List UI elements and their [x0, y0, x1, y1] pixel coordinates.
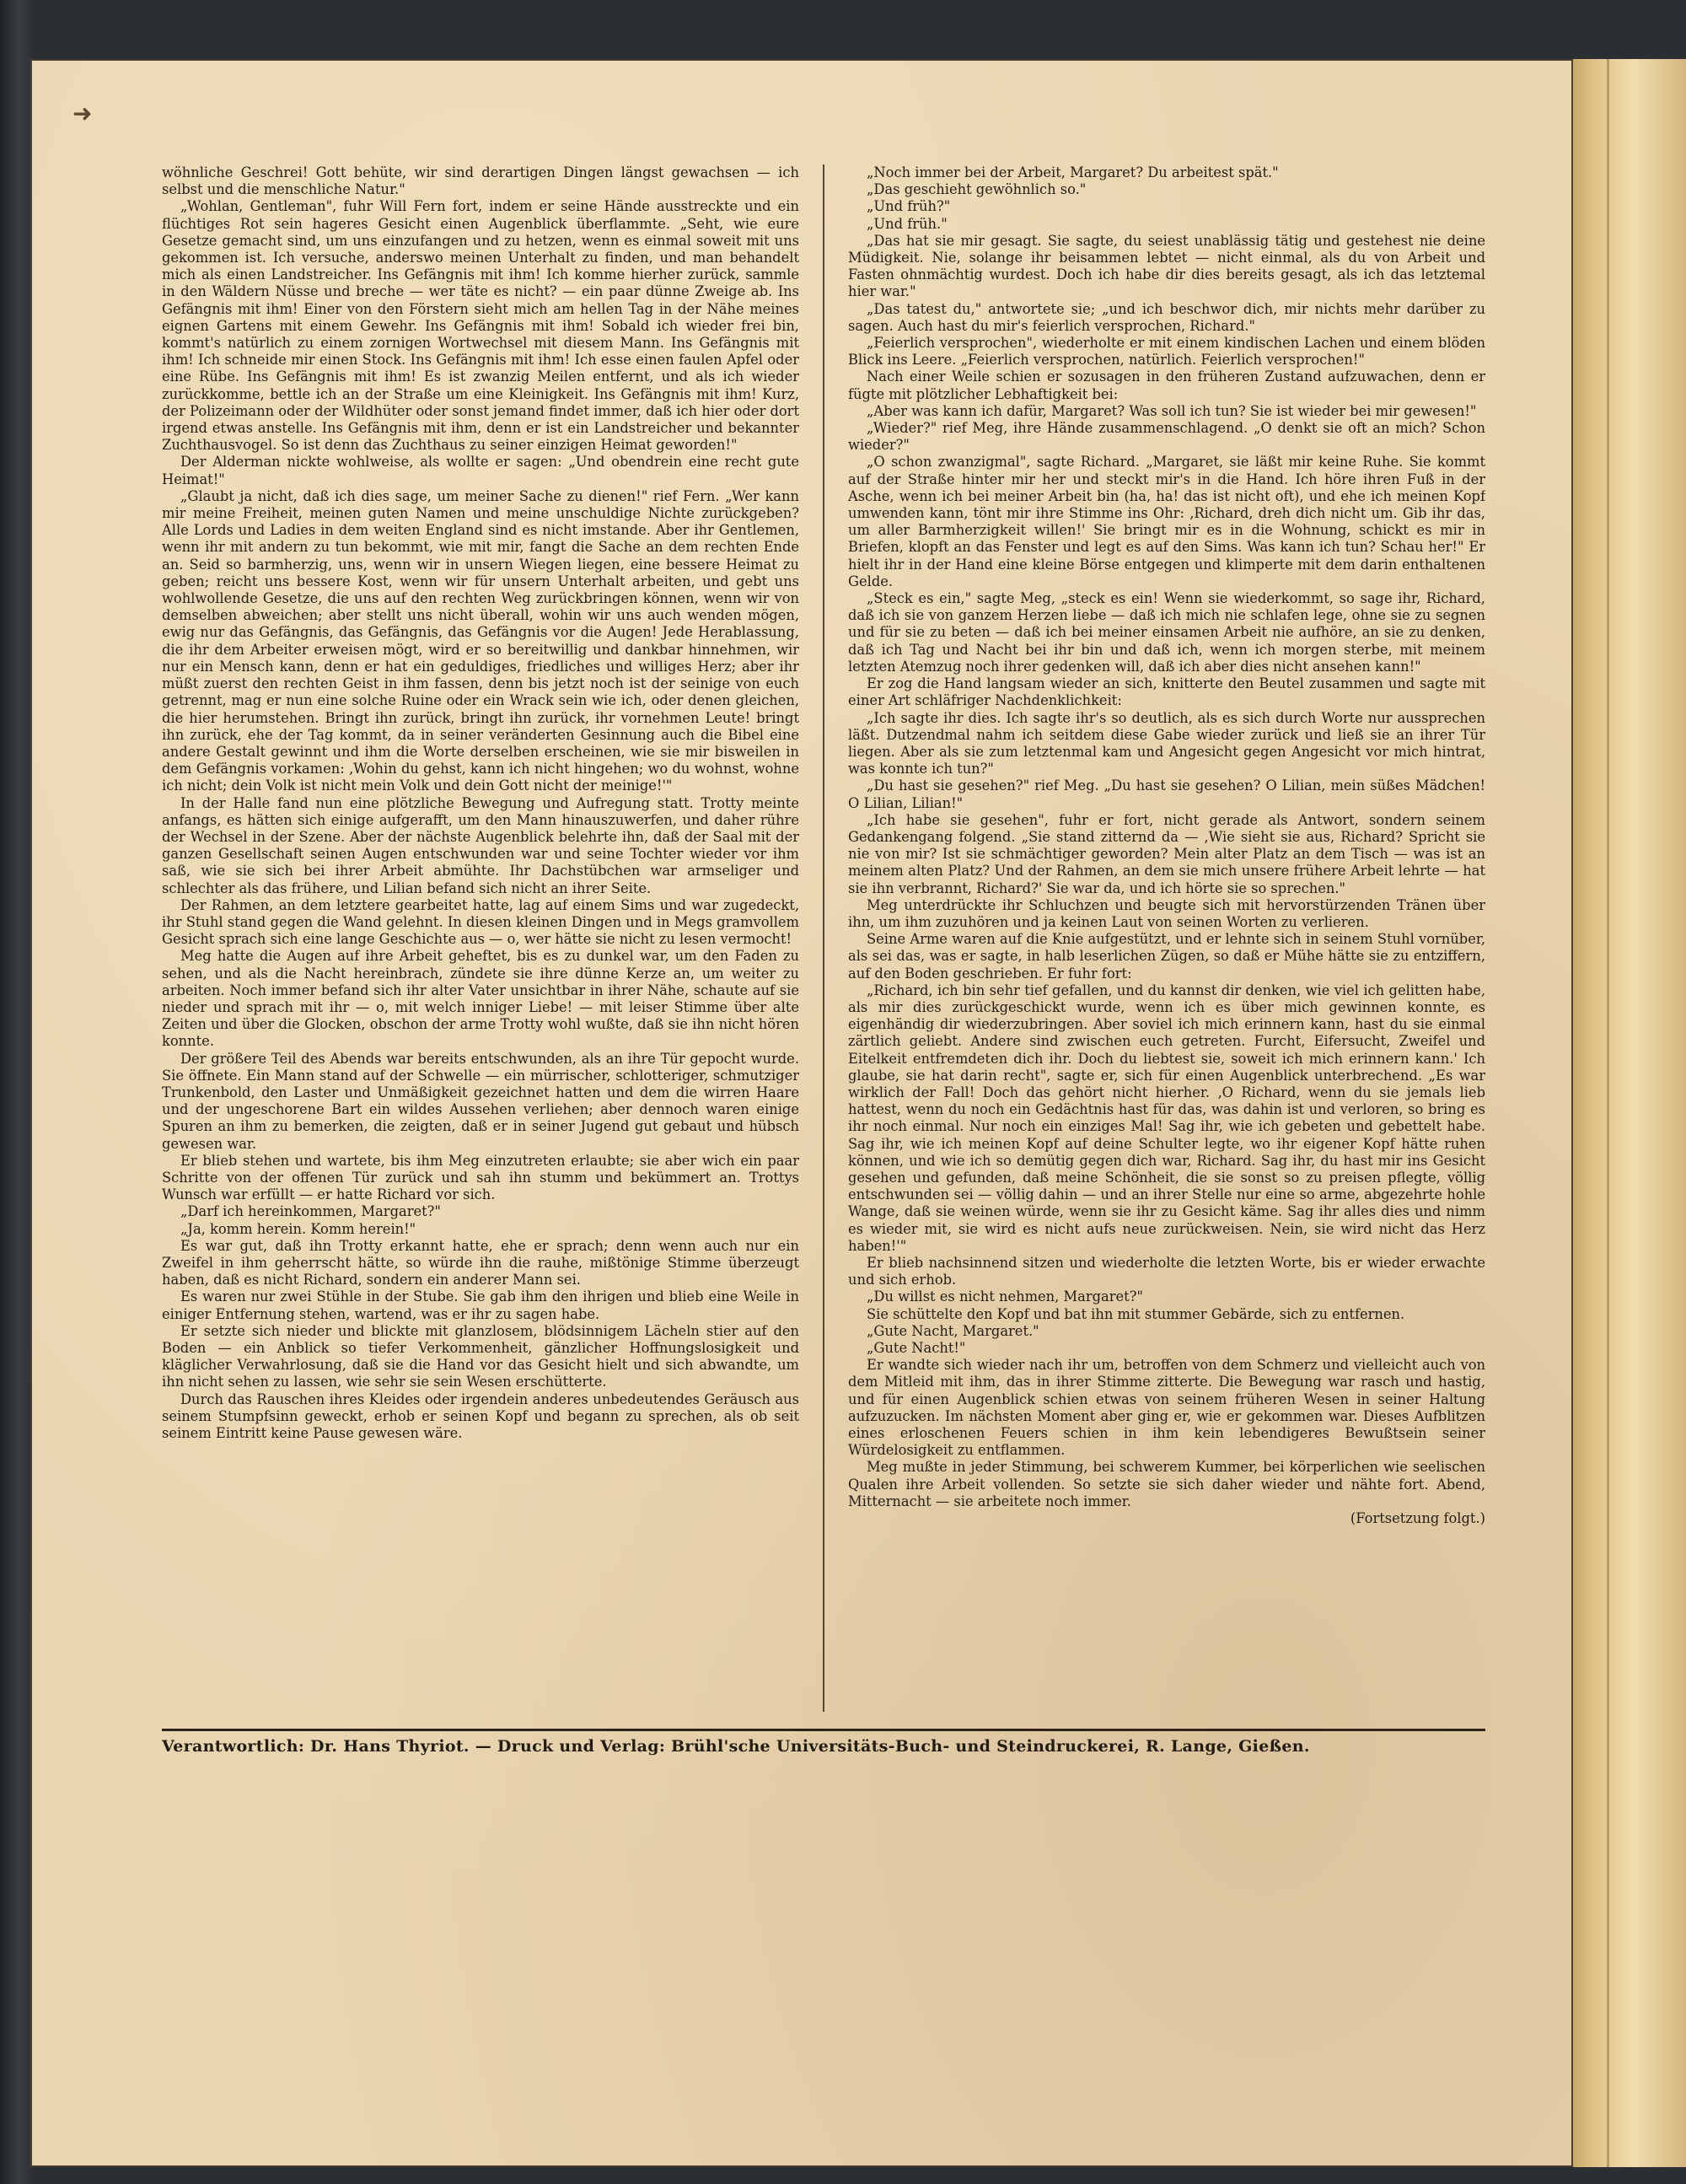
paragraph: Meg unterdrückte ihr Schluchzen und beugte sich mit hervorstürzenden Tränen über ihn, um ihm zuzuhören und ja keinen Laut von seinen Worten zu verlieren. — [848, 896, 1485, 930]
adjacent-page-edge — [1573, 59, 1686, 2167]
paragraph: Er wandte sich wieder nach ihr um, betroffen von dem Schmerz und vielleicht auch von dem Mitleid mit ihm, das in ihrer Stimme zitterte. Die Bewegung war rasch und hastig, und für einen Augenblick schien etwas von seinem früheren Wesen in seiner Haltung aufzuzucken. Im nächsten Moment aber ging er, wie er gekommen war. Dieses Aufblitzen eines erloschenen Feuers schien in ihm kein lebendigeres Bewußtsein seiner Würdelosigkeit zu entflammen. — [848, 1357, 1485, 1459]
paragraph: Er zog die Hand langsam wieder an sich, knitterte den Beutel zusammen und sagte mit einer Art schläfriger Nachdenklichkeit: — [848, 675, 1485, 709]
paragraph: „Darf ich hereinkommen, Margaret?" — [180, 1203, 441, 1220]
paragraph: „Wohlan, Gentleman", fuhr Will Fern fort, indem er seine Hände ausstreckte und ein flüchtiges Rot sein hageres Gesicht einen Augenblick überflammte. „Seht, wie eure Gesetze gemacht sind, um uns einzufangen und zu hetzen, wenn es einmal soweit mit uns gekommen ist. Ich versuche, anderswo meinen Unterhalt zu finden, und man behandelt mich als einen Landstreicher. Ins Gefängnis mit ihm! Ich komme hierher zurück, sammle in den Wäldern Nüsse und breche — wer täte es nicht? — ein paar dünne Zweige ab. Ins Gefängnis mit ihm! Einer von den Förstern sieht mich am hellen Tag in der Nähe meines eignen Gartens mit einem Gewehr. Ins Gefängnis mit ihm! Sobald ich wieder frei bin, kommt's natürlich zu einem zornigen Wortwechsel mit diesem Mann. Ins Gefängnis mit ihm! Ich schneide mir einen Stock. Ins Gefängnis mit ihm! Ich esse einen faulen Apfel oder eine Rübe. Ins Gefängnis mit ihm! Es ist zwanzig Meilen entfernt, und als ich wieder zurückkomme, bettle ich an der Straße um eine Kleinigkeit. Ins Gefängnis mit ihm! Kurz, der Polizeimann oder der Wildhüter oder sonst jemand findet immer, daß ich hier oder dort irgend etwas anstelle. Ins Gefängnis mit ihm, denn er ist ein Landstreicher und bekannter Zuchthausvogel. So ist denn das Zuchthaus zu seiner einzigen Heimat geworden!" — [162, 198, 799, 454]
paragraph: In der Halle fand nun eine plötzliche Bewegung und Aufregung statt. Trotty meinte anfangs, es hätten sich einige aufgerafft, um den Mann hinauszuwerfen, und daher rühre der Wechsel in der Szene. Aber der nächste Augenblick belehrte ihn, daß der Saal mit der ganzen Gesellschaft seinen Augen entschwunden war und seine Tochter wieder vor ihm saß, wie sie sich bei ihrer Arbeit abmühte. Ihr Dachstübchen war armseliger und schlechter als das frühere, und Lilian befand sich nicht an ihrer Seite. — [162, 794, 799, 896]
paragraph: „Noch immer bei der Arbeit, Margaret? Du arbeitest spät." — [867, 164, 1279, 180]
imprint-footer: Verantwortlich: Dr. Hans Thyriot. — Druck und Verlag: Brühl'sche Universitäts-Buch- und Steindruckerei, R. Lange, Gießen. — [162, 1737, 1310, 1756]
paragraph: „Du willst es nicht nehmen, Margaret?" — [867, 1288, 1143, 1305]
paragraph: „Feierlich versprochen", wiederholte er mit einem kindischen Lachen und einem blöden Blick ins Leere. „Feierlich versprochen, natürlich. Feierlich versprochen!" — [848, 335, 1485, 368]
paragraph: „Aber was kann ich dafür, Margaret? Was soll ich tun? Sie ist wieder bei mir gewesen!" — [867, 402, 1477, 419]
paragraph: wöhnliche Geschrei! Gott behüte, wir sind derartigen Dingen längst gewachsen — ich selbst und die menschliche Natur." — [162, 164, 799, 198]
paragraph: Nach einer Weile schien er sozusagen in den früheren Zustand aufzuwachen, denn er fügte mit plötzlicher Lebhaftigkeit bei: — [848, 368, 1485, 402]
paragraph: „Glaubt ja nicht, daß ich dies sage, um meiner Sache zu dienen!" rief Fern. „Wer kann mir meine Freiheit, meinen guten Namen und meine unschuldige Nichte zurückgeben? Alle Lords und Ladies in dem weiten England sind es nicht imstande. Aber ihr Gentlemen, wenn ihr mit andern zu tun bekommt, wie mit mir, fangt die Sache an dem rechten Ende an. Seid so barmherzig, uns, wenn wir in unsern Wiegen liegen, eine bessere Heimat zu geben; reicht uns bessere Kost, wenn wir für unsern Unterhalt arbeiten, und gebt uns wohlwollende Gesetze, die uns auf den rechten Weg zurückbringen können, wenn wir von demselben abweichen; aber stellt uns nicht überall, wohin wir uns auch wenden mögen, ewig nur das Gefängnis, das Gefängnis, das Gefängnis vor die Augen! Jede Herablassung, die ihr dem Arbeiter erweisen mögt, wird er so bereitwillig und dankbar hinnehmen, wir nur ein Mensch kann, denn er hat ein geduldiges, friedliches und williges Herz; aber ihr müßt zuerst den rechten Geist in ihm fassen, denn bis jetzt noch ist der seinige von euch getrennt, mag er nun eine solche Ruine oder ein Wrack sein wie ich, oder denen gleichen, die hier herumstehen. Bringt ihn zurück, bringt ihn zurück, ihr vornehmen Leute! bringt ihn zurück, ehe der Tag kommt, da in seiner veränderten Gesinnung auch die Bibel eine andere Gestalt gewinnt und ihm die Worte derselben erscheinen, wie sie mir bisweilen in dem Gefängnis vorkamen: ‚Wohin du gehst, kann ich nicht hingehen; wo du wohnst, wohne ich nicht; dein Volk ist nicht mein Volk und dein Gott nicht der meinige!'" — [162, 487, 799, 794]
right-column — [848, 164, 1485, 1716]
paragraph: „Das tatest du," antwortete sie; „und ich beschwor dich, mir nichts mehr darüber zu sagen. Auch hast du mir's feierlich versprochen, Richard." — [848, 300, 1485, 334]
left-column — [162, 164, 799, 1716]
paragraph: Es war gut, daß ihn Trotty erkannt hatte, ehe er sprach; denn wenn auch nur ein Zweifel in ihm geherrscht hätte, so würde ihn die rauhe, mißtönige Stimme überzeugt haben, daß es nicht Richard, sondern ein anderer Mann sei. — [162, 1237, 799, 1288]
paragraph: Der größere Teil des Abends war bereits entschwunden, als an ihre Tür gepocht wurde. Sie öffnete. Ein Mann stand auf der Schwelle — ein mürrischer, schlotteriger, schmutziger Trunkenbold, den Laster und Unmäßigkeit gezeichnet hatten und dem die wirren Haare und der ungeschorene Bart ein wildes Aussehen verliehen; aber dennoch waren einige Spuren an ihm zu bemerken, die zeigten, daß er in seiner Jugend gut gebaut und hübsch gewesen war. — [162, 1050, 799, 1152]
paragraph: Seine Arme waren auf die Knie aufgestützt, und er lehnte sich in seinem Stuhl vornüber, als sei das, was er sagte, in halb leserlichen Zügen, so daß er Mühe hätte sie zu entziffern, auf den Boden geschrieben. Er fuhr fort: — [848, 931, 1485, 982]
page-fold-line — [1607, 59, 1609, 2167]
paragraph: „Und früh." — [867, 215, 948, 232]
paragraph: Es waren nur zwei Stühle in der Stube. Sie gab ihm den ihrigen und blieb eine Weile in einiger Entfernung stehen, wartend, was er ihr zu sagen habe. — [162, 1288, 799, 1322]
paragraph: „Du hast sie gesehen?" rief Meg. „Du hast sie gesehen? O Lilian, mein süßes Mädchen! O Lilian, Lilian!" — [848, 777, 1485, 811]
paragraph: „Ja, komm herein. Komm herein!" — [180, 1220, 416, 1237]
paragraph: „Gute Nacht, Margaret." — [867, 1322, 1039, 1339]
paragraph: Er blieb stehen und wartete, bis ihm Meg einzutreten erlaubte; sie aber wich ein paar Schritte von der offenen Tür zurück und sah ihn stumm und bekümmert an. Trottys Wunsch war erfüllt — er hatte Richard vor sich. — [162, 1152, 799, 1203]
paragraph: Er blieb nachsinnend sitzen und wiederholte die letzten Worte, bis er wieder erwachte und sich erhob. — [848, 1255, 1485, 1288]
paragraph: „Richard, ich bin sehr tief gefallen, und du kannst dir denken, wie viel ich gelitten habe, als mir dies zurückgeschickt wurde, wenn ich es über mich gewinnen konnte, es eigenhändig dir wiederzubringen. Aber soviel ich mich erinnern kann, hast du sie einmal zärtlich geliebt. Andere sind zwischen euch getreten. Furcht, Eifersucht, Zweifel und Eitelkeit entfremdeten dich ihr. Doch du liebtest sie, soweit ich mich erinnern kann.' Ich glaube, sie hat darin recht", sagte er, sich für einen Augenblick unterbrechend. „Es war wirklich der Fall! Doch das gehört nicht hierher. ‚O Richard, wenn du sie jemals lieb hattest, wenn du noch ein Gedächtnis hast für das, was dahin ist und verloren, so bring es ihr noch einmal. Nur noch ein einziges Mal! Sag ihr, wie ich gebeten und gebettelt habe. Sag ihr, wie ich meinen Kopf auf deine Schulter legte, wo ihr eigener Kopf hätte ruhen können, und wie ich so demütig gegen dich war, Richard. Sag ihr, du hast mir ins Gesicht gesehen und gefunden, daß meine Schönheit, die sie sonst so zu preisen pflegte, völlig entschwunden sei — völlig dahin — und an ihrer Stelle nur eine so arme, abgezehrte hohle Wange, daß sie weinen würde, wenn sie ihr zu Gesicht käme. Sag ihr alles dies und nimm es wieder mit, sie wird es nicht aufs neue zurückweisen. Nein, sie wird nicht das Herz haben!'" — [848, 982, 1485, 1254]
paragraph: Der Alderman nickte wohlweise, als wollte er sagen: „Und obendrein eine recht gute Heimat!" — [162, 454, 799, 487]
paragraph: Meg mußte in jeder Stimmung, bei schwerem Kummer, bei körperlichen wie seelischen Qualen ihre Arbeit vollenden. So setzte sie sich daher wieder und nähte fort. Abend, Mitternacht — sie arbeitete noch immer. — [848, 1459, 1485, 1509]
paragraph: „Ich sagte ihr dies. Ich sagte ihr's so deutlich, als es sich durch Worte nur aussprechen läßt. Dutzendmal nahm ich seitdem diese Gabe wieder zurück und ließ sie an ihrer Tür liegen. Aber als sie zum letztenmal kam und Angesicht gegen Angesicht vor mich hintrat, was konnte ich tun?" — [848, 709, 1485, 777]
footer-rule — [162, 1729, 1485, 1731]
paragraph: Durch das Rauschen ihres Kleides oder irgendein anderes unbedeutendes Geräusch aus seinem Stumpfsinn geweckt, erhob er seinen Kopf und begann zu sprechen, als ob seit seinem Eintritt keine Pause gewesen wäre. — [162, 1391, 799, 1442]
paragraph: Meg hatte die Augen auf ihre Arbeit geheftet, bis es zu dunkel war, um den Faden zu sehen, und als die Nacht hereinbrach, zündete sie ihre dünne Kerze an, um weiter zu arbeiten. Noch immer befand sich ihr alter Vater unsichtbar in ihrer Nähe, schaute auf sie nieder und sprach mit ihr — o, mit welch inniger Liebe! — mit leiser Stimme über alte Zeiten und über die Glocken, obschon der arme Trotty wohl wußte, daß sie ihn nicht hören konnte. — [162, 948, 799, 1050]
paragraph: „Gute Nacht!" — [867, 1340, 966, 1357]
column-divider — [823, 164, 824, 1712]
margin-arrow-mark: ➜ — [72, 100, 93, 127]
paragraph: „Und früh?" — [867, 198, 951, 215]
paragraph: „Das hat sie mir gesagt. Sie sagte, du seiest unablässig tätig und gestehest nie deine Müdigkeit. Nie, solange ihr beisammen lebtet — nicht einmal, als du von Arbeit und Fasten ohnmächtig wurdest. Doch ich habe dir dies bereits gesagt, als ich das letztemal hier war." — [848, 232, 1485, 300]
paragraph: Sie schüttelte den Kopf und bat ihn mit stummer Gebärde, sich zu entfernen. — [867, 1305, 1405, 1322]
continuation-note: (Fortsetzung folgt.) — [1350, 1510, 1485, 1527]
paragraph: „Ich habe sie gesehen", fuhr er fort, nicht gerade als Antwort, sondern seinem Gedankengang folgend. „Sie stand zitternd da — ‚Wie sieht sie aus, Richard? Spricht sie nie von mir? Ist sie schmächtiger geworden? Mein alter Platz an dem Tisch — was ist an meinem alten Platz? Und der Rahmen, an dem sie mich unsere frühere Arbeit lehrte — hat sie ihn verbrannt, Richard?' Sie war da, und ich hörte sie so sprechen." — [848, 811, 1485, 896]
paragraph: Er setzte sich nieder und blickte mit glanzlosem, blödsinnigem Lächeln stier auf den Boden — ein Anblick so tiefer Verkommenheit, gänzlicher Hoffnungslosigkeit und kläglicher Verwahrlosung, daß sie die Hand vor das Gesicht hielt und sich abwandte, um ihn nicht sehen zu lassen, wie sehr sie sein Wesen erschütterte. — [162, 1322, 799, 1391]
paragraph: „Wieder?" rief Meg, ihre Hände zusammenschlagend. „O denkt sie oft an mich? Schon wieder?" — [848, 420, 1485, 454]
paragraph: „Das geschieht gewöhnlich so." — [867, 181, 1087, 198]
paragraph: Der Rahmen, an dem letztere gearbeitet hatte, lag auf einem Sims und war zugedeckt, ihr Stuhl stand gegen die Wand gelehnt. In diesen kleinen Dingen und in Megs gramvollem Gesicht sprach sich eine lange Geschichte aus — o, wer hätte sie nicht zu lesen vermocht! — [162, 896, 799, 948]
paragraph: „O schon zwanzigmal", sagte Richard. „Margaret, sie läßt mir keine Ruhe. Sie kommt auf der Straße hinter mir her und steckt mir's in die Hand. Ich höre ihren Fuß in der Asche, wenn ich bei meiner Arbeit bin (ha, ha! das ist nicht oft), und ehe ich meinen Kopf umwenden kann, tönt mir ihre Stimme ins Ohr: ‚Richard, dreh dich nicht um. Gib ihr das, um aller Barmherzigkeit willen!' Sie bringt mir es in die Wohnung, schickt es mir in Briefen, klopft an das Fenster und legt es auf den Sims. Was kann ich tun? Schau her!" Er hielt ihr in der Hand eine kleine Börse entgegen und klimperte mit dem darin enthaltenen Gelde. — [848, 454, 1485, 589]
paragraph: „Steck es ein," sagte Meg, „steck es ein! Wenn sie wiederkommt, so sage ihr, Richard, daß ich sie von ganzem Herzen liebe — daß ich mich nie schlafen lege, ohne sie zu segnen und für sie zu beten — daß ich bei meiner einsamen Arbeit nie aufhöre, an sie zu denken, daß ich Tag und Nacht bei ihr bin und daß ich, wenn ich morgen sterbe, mit meinem letzten Atemzug noch ihrer gedenken will, daß ich aber dies nicht ansehen kann!" — [848, 590, 1485, 675]
